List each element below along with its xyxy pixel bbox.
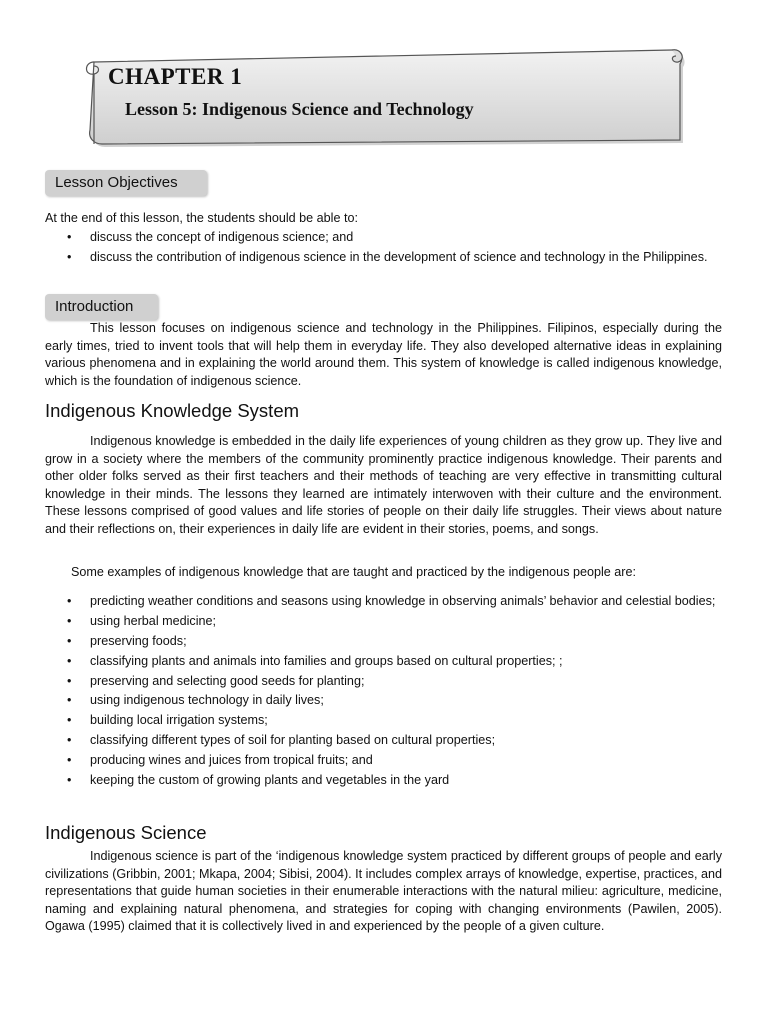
- introduction-paragraph: This lesson focuses on indigenous science and technology in the Philippines. Filipinos, especially during the early times, tried to invent tools that will help them in everyday life. They also developed alternative ideas in explaining various phenomena and in explaining the world around them. This system of knowledge is called indigenous knowledge, which is the foundation of indigenous science.: [45, 321, 722, 388]
- list-item: • classifying plants and animals into families and groups based on cultural properties; ;: [67, 653, 563, 668]
- list-item: • discuss the contribution of indigenous science in the development of science and technology in the Philippines.: [67, 249, 708, 264]
- list-item: • producing wines and juices from tropical fruits; and: [67, 753, 373, 768]
- lesson-objectives-tag: Lesson Objectives: [45, 170, 207, 196]
- chapter-title: CHAPTER 1: [108, 64, 243, 89]
- introduction-tag: Introduction: [45, 294, 158, 320]
- list-item: • preserving foods;: [67, 633, 187, 648]
- is-paragraph: Indigenous science is part of the ‘indigenous knowledge system practiced by different groups of people and early civilizations (Gribbin, 2001; Mkapa, 2004; Sibisi, 2004). It includes complex arrays of knowledge, expertise, practices, and representations that guide human societies in their enumerable interactions with the natural milieu: agriculture, medicine, naming and explaining natural phenomena, and strategies for coping with changing environments (Pawilen, 2005). Ogawa (1995) claimed that it is collectively lived in and experienced by the people of a given culture.: [45, 849, 722, 934]
- list-item: • keeping the custom of growing plants and vegetables in the yard: [67, 773, 450, 788]
- lesson-title: Lesson 5: Indigenous Science and Technology: [125, 99, 474, 119]
- iks-heading: Indigenous Knowledge System: [45, 400, 300, 421]
- list-item: • using indigenous technology in daily lives;: [67, 693, 324, 708]
- chapter-banner: [80, 44, 688, 156]
- objectives-list: [45, 229, 722, 268]
- list-item: • building local irrigation systems;: [67, 713, 268, 728]
- examples-intro: Some examples of indigenous knowledge that are taught and practiced by the indigenous people are:: [71, 565, 637, 579]
- list-item: • preserving and selecting good seeds for planting;: [67, 673, 365, 688]
- list-item: • classifying different types of soil for planting based on cultural properties;: [67, 733, 496, 748]
- objectives-intro: At the end of this lesson, the students should be able to:: [45, 211, 358, 225]
- is-heading: Indigenous Science: [45, 822, 207, 843]
- list-item: • discuss the concept of indigenous science; and: [67, 230, 354, 244]
- iks-paragraph: Indigenous knowledge is embedded in the daily life experiences of young children as they grow up. They live and grow in a society where the members of the community prominently practice indigenous knowledge. Their parents and other older folks served as their first teachers and their methods of teaching are very effective in transmitting cultural knowledge in their minds. The lessons they learned are intimately interwoven with their culture and the environment. These lessons comprised of good values and life stories of people on their daily life struggles. Their views about nature and their reflections on, their experiences in daily life are evident in their stories, poems, and songs.: [45, 434, 722, 536]
- list-item: • predicting weather conditions and seasons using knowledge in observing animals’ behavior and celestial bodies;: [67, 594, 716, 608]
- examples-list: [45, 593, 722, 792]
- list-item: • using herbal medicine;: [67, 613, 217, 628]
